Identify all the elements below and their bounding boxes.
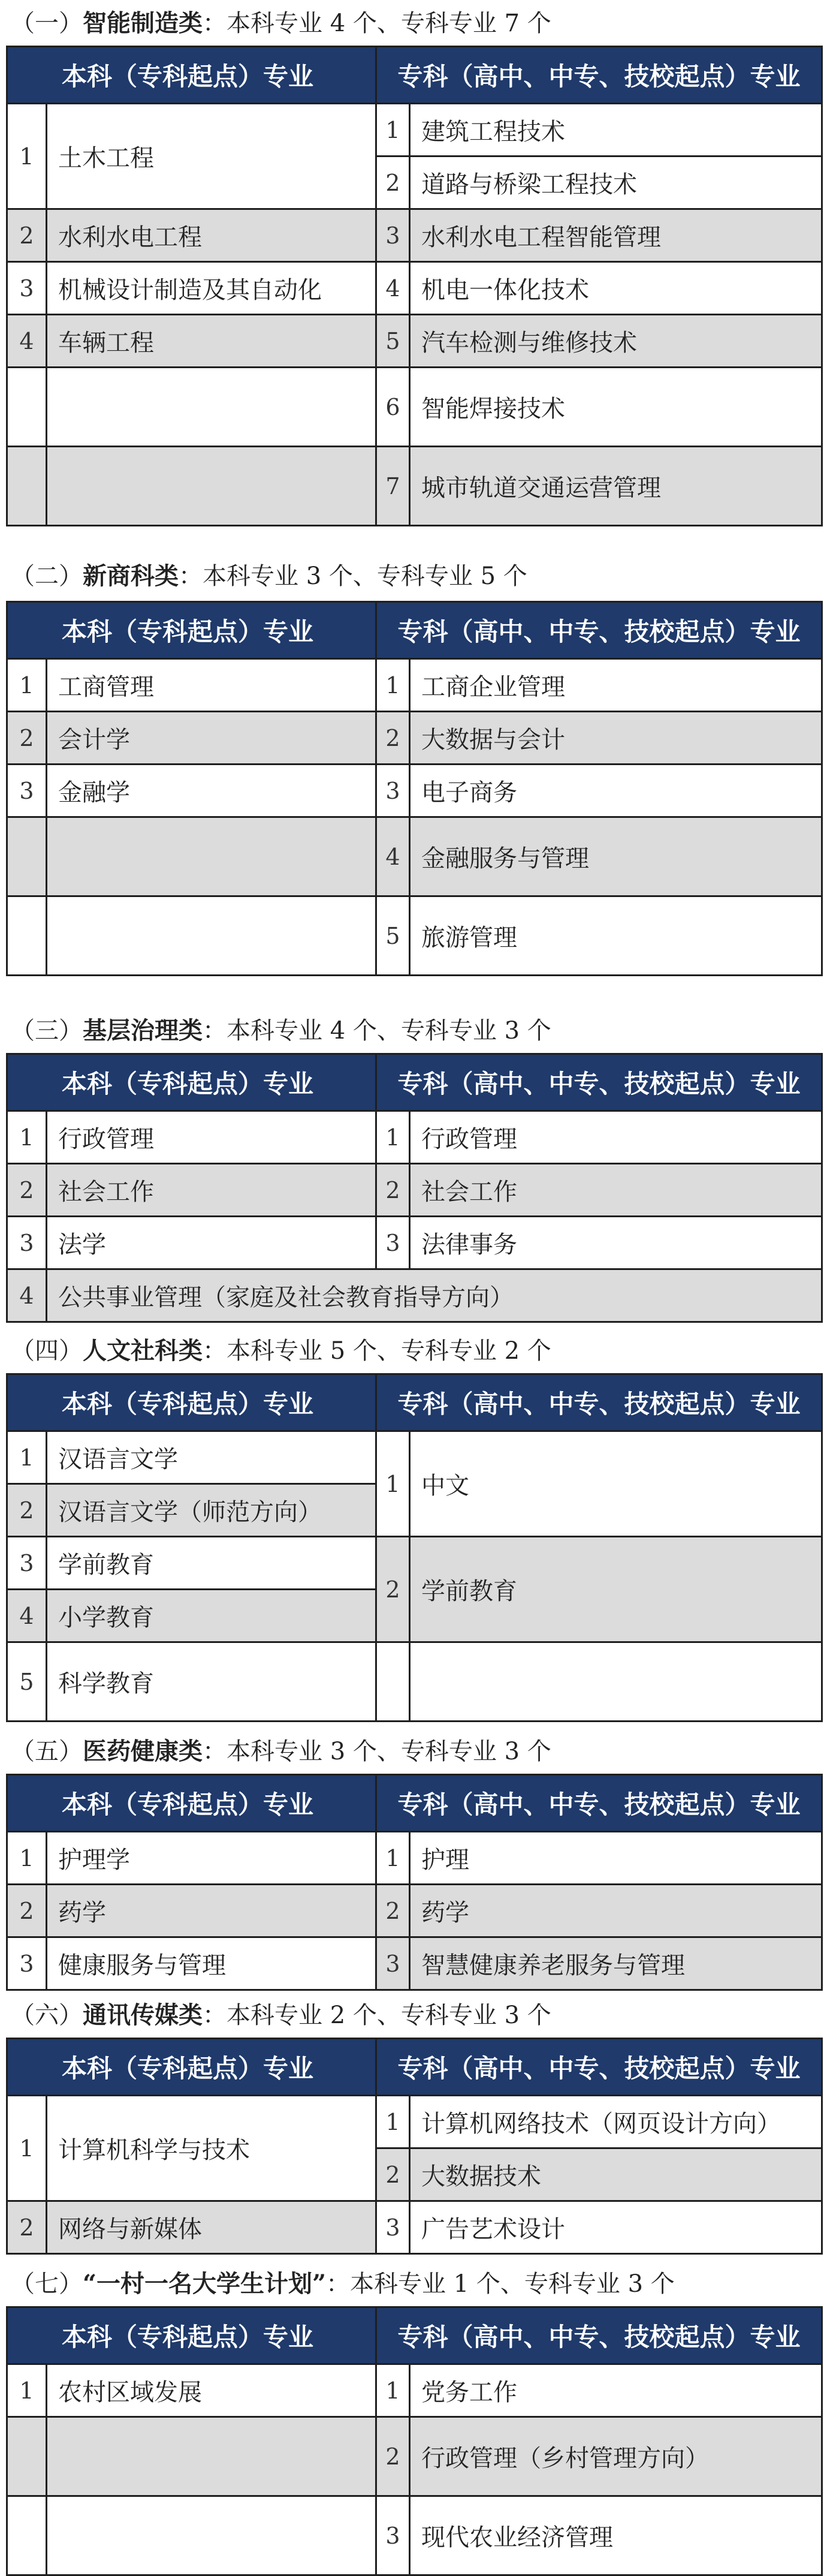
row-number: 1 [7, 1431, 47, 1484]
college-major: 行政管理（乡村管理方向） [410, 2417, 822, 2496]
empty-cell [7, 2417, 47, 2496]
major-table [6, 1774, 823, 1991]
header-college: 专科（高中、中专、技校起点）专业 [376, 2307, 822, 2364]
row-number: 3 [376, 2201, 410, 2254]
row-number: 1 [7, 2096, 47, 2201]
undergrad-major: 农村区域发展 [47, 2364, 376, 2417]
college-major: 汽车检测与维修技术 [410, 315, 822, 368]
row-number: 1 [376, 659, 410, 712]
empty-cell [7, 447, 47, 526]
empty-cell [7, 896, 47, 976]
empty-cell [410, 1642, 822, 1722]
row-number: 2 [7, 1164, 47, 1217]
row-number: 5 [376, 896, 410, 976]
row-number: 5 [7, 1642, 47, 1722]
undergrad-major: 车辆工程 [47, 315, 376, 368]
college-major: 建筑工程技术 [410, 104, 822, 157]
college-major: 道路与桥梁工程技术 [410, 157, 822, 209]
header-undergrad: 本科（专科起点）专业 [7, 47, 376, 104]
row-number: 4 [376, 817, 410, 896]
header-college: 专科（高中、中专、技校起点）专业 [376, 1374, 822, 1431]
empty-cell [47, 896, 376, 976]
section-title: （三）基层治理类：本科专业 4 个、专科专业 3 个 [11, 1016, 551, 1045]
major-table [6, 2306, 823, 2576]
college-major: 金融服务与管理 [410, 817, 822, 896]
college-major: 学前教育 [410, 1537, 822, 1642]
row-number: 1 [376, 1111, 410, 1164]
undergrad-major: 网络与新媒体 [47, 2201, 376, 2254]
section-title: （二）新商科类：本科专业 3 个、专科专业 5 个 [11, 562, 527, 590]
row-number: 2 [376, 157, 410, 209]
row-number: 4 [376, 262, 410, 315]
section-title: （六）通讯传媒类：本科专业 2 个、专科专业 3 个 [11, 2001, 551, 2029]
header-undergrad: 本科（专科起点）专业 [7, 1775, 376, 1832]
college-major: 药学 [410, 1885, 822, 1937]
row-number: 1 [7, 1111, 47, 1164]
row-number: 1 [7, 104, 47, 209]
section-title: （一）智能制造类：本科专业 4 个、专科专业 7 个 [11, 9, 551, 37]
row-number: 2 [7, 712, 47, 765]
row-number: 3 [376, 1937, 410, 1990]
college-major: 党务工作 [410, 2364, 822, 2417]
row-number: 2 [376, 712, 410, 765]
row-number: 3 [7, 1217, 47, 1269]
empty-cell [376, 1642, 410, 1722]
undergrad-major: 药学 [47, 1885, 376, 1937]
row-number: 3 [7, 262, 47, 315]
major-table [6, 601, 823, 976]
undergrad-major: 土木工程 [47, 104, 376, 209]
major-table [6, 1373, 823, 1722]
college-major: 护理 [410, 1832, 822, 1885]
row-number: 5 [376, 315, 410, 368]
row-number: 4 [7, 1269, 47, 1322]
row-number: 1 [376, 104, 410, 157]
row-number: 4 [7, 315, 47, 368]
college-major: 机电一体化技术 [410, 262, 822, 315]
row-number: 6 [376, 368, 410, 447]
header-college: 专科（高中、中专、技校起点）专业 [376, 2039, 822, 2096]
college-major: 大数据技术 [410, 2148, 822, 2201]
row-number: 4 [7, 1590, 47, 1642]
undergrad-major: 护理学 [47, 1832, 376, 1885]
empty-cell [47, 817, 376, 896]
undergrad-major: 金融学 [47, 765, 376, 817]
college-major: 旅游管理 [410, 896, 822, 976]
undergrad-major: 会计学 [47, 712, 376, 765]
undergrad-major: 社会工作 [47, 1164, 376, 1217]
row-number: 1 [376, 2364, 410, 2417]
header-college: 专科（高中、中专、技校起点）专业 [376, 1054, 822, 1111]
undergrad-major: 工商管理 [47, 659, 376, 712]
row-number: 7 [376, 447, 410, 526]
header-undergrad: 本科（专科起点）专业 [7, 1374, 376, 1431]
row-number: 1 [7, 2364, 47, 2417]
row-number: 3 [376, 765, 410, 817]
row-number: 3 [7, 1537, 47, 1590]
college-major: 行政管理 [410, 1111, 822, 1164]
row-number: 2 [376, 2148, 410, 2201]
row-number: 3 [376, 2496, 410, 2575]
undergrad-major: 汉语言文学 [47, 1431, 376, 1484]
section-title: （五）医药健康类：本科专业 3 个、专科专业 3 个 [11, 1737, 551, 1765]
row-number: 1 [7, 659, 47, 712]
empty-cell [7, 368, 47, 447]
college-major: 电子商务 [410, 765, 822, 817]
row-number: 1 [376, 1431, 410, 1537]
college-major: 广告艺术设计 [410, 2201, 822, 2254]
row-number: 2 [7, 1885, 47, 1937]
empty-cell [7, 2496, 47, 2575]
header-college: 专科（高中、中专、技校起点）专业 [376, 1775, 822, 1832]
row-number: 2 [376, 1537, 410, 1642]
header-undergrad: 本科（专科起点）专业 [7, 1054, 376, 1111]
section-title: （四）人文社科类：本科专业 5 个、专科专业 2 个 [11, 1337, 551, 1365]
major-table [6, 1053, 823, 1323]
row-number: 1 [376, 2096, 410, 2148]
empty-cell [47, 2417, 376, 2496]
row-number: 2 [7, 209, 47, 262]
undergrad-major: 水利水电工程 [47, 209, 376, 262]
undergrad-major: 健康服务与管理 [47, 1937, 376, 1990]
undergrad-major: 小学教育 [47, 1590, 376, 1642]
major-table [6, 46, 823, 526]
college-major: 智慧健康养老服务与管理 [410, 1937, 822, 1990]
header-undergrad: 本科（专科起点）专业 [7, 602, 376, 659]
college-major: 智能焊接技术 [410, 368, 822, 447]
empty-cell [7, 817, 47, 896]
empty-cell [47, 2496, 376, 2575]
row-number: 3 [7, 765, 47, 817]
college-major: 水利水电工程智能管理 [410, 209, 822, 262]
college-major: 大数据与会计 [410, 712, 822, 765]
college-major: 中文 [410, 1431, 822, 1537]
undergrad-major: 行政管理 [47, 1111, 376, 1164]
college-major: 社会工作 [410, 1164, 822, 1217]
undergrad-major: 学前教育 [47, 1537, 376, 1590]
undergrad-major: 汉语言文学（师范方向） [47, 1484, 376, 1537]
college-major: 法律事务 [410, 1217, 822, 1269]
row-number: 3 [376, 1217, 410, 1269]
header-undergrad: 本科（专科起点）专业 [7, 2307, 376, 2364]
row-number: 2 [7, 2201, 47, 2254]
college-major: 计算机网络技术（网页设计方向） [410, 2096, 822, 2148]
undergrad-major: 计算机科学与技术 [47, 2096, 376, 2201]
empty-cell [47, 368, 376, 447]
row-number: 1 [376, 1832, 410, 1885]
header-college: 专科（高中、中专、技校起点）专业 [376, 602, 822, 659]
empty-cell [47, 447, 376, 526]
row-number: 2 [376, 1164, 410, 1217]
undergrad-major: 科学教育 [47, 1642, 376, 1722]
row-number: 2 [7, 1484, 47, 1537]
undergrad-major: 机械设计制造及其自动化 [47, 262, 376, 315]
undergrad-major: 公共事业管理（家庭及社会教育指导方向） [47, 1269, 822, 1322]
undergrad-major: 法学 [47, 1217, 376, 1269]
row-number: 1 [7, 1832, 47, 1885]
row-number: 2 [376, 2417, 410, 2496]
row-number: 3 [376, 209, 410, 262]
section-title: （七）“一村一名大学生计划”：本科专业 1 个、专科专业 3 个 [11, 2270, 675, 2298]
college-major: 现代农业经济管理 [410, 2496, 822, 2575]
college-major: 工商企业管理 [410, 659, 822, 712]
row-number: 2 [376, 1885, 410, 1937]
header-college: 专科（高中、中专、技校起点）专业 [376, 47, 822, 104]
college-major: 城市轨道交通运营管理 [410, 447, 822, 526]
major-table [6, 2038, 823, 2255]
header-undergrad: 本科（专科起点）专业 [7, 2039, 376, 2096]
row-number: 3 [7, 1937, 47, 1990]
